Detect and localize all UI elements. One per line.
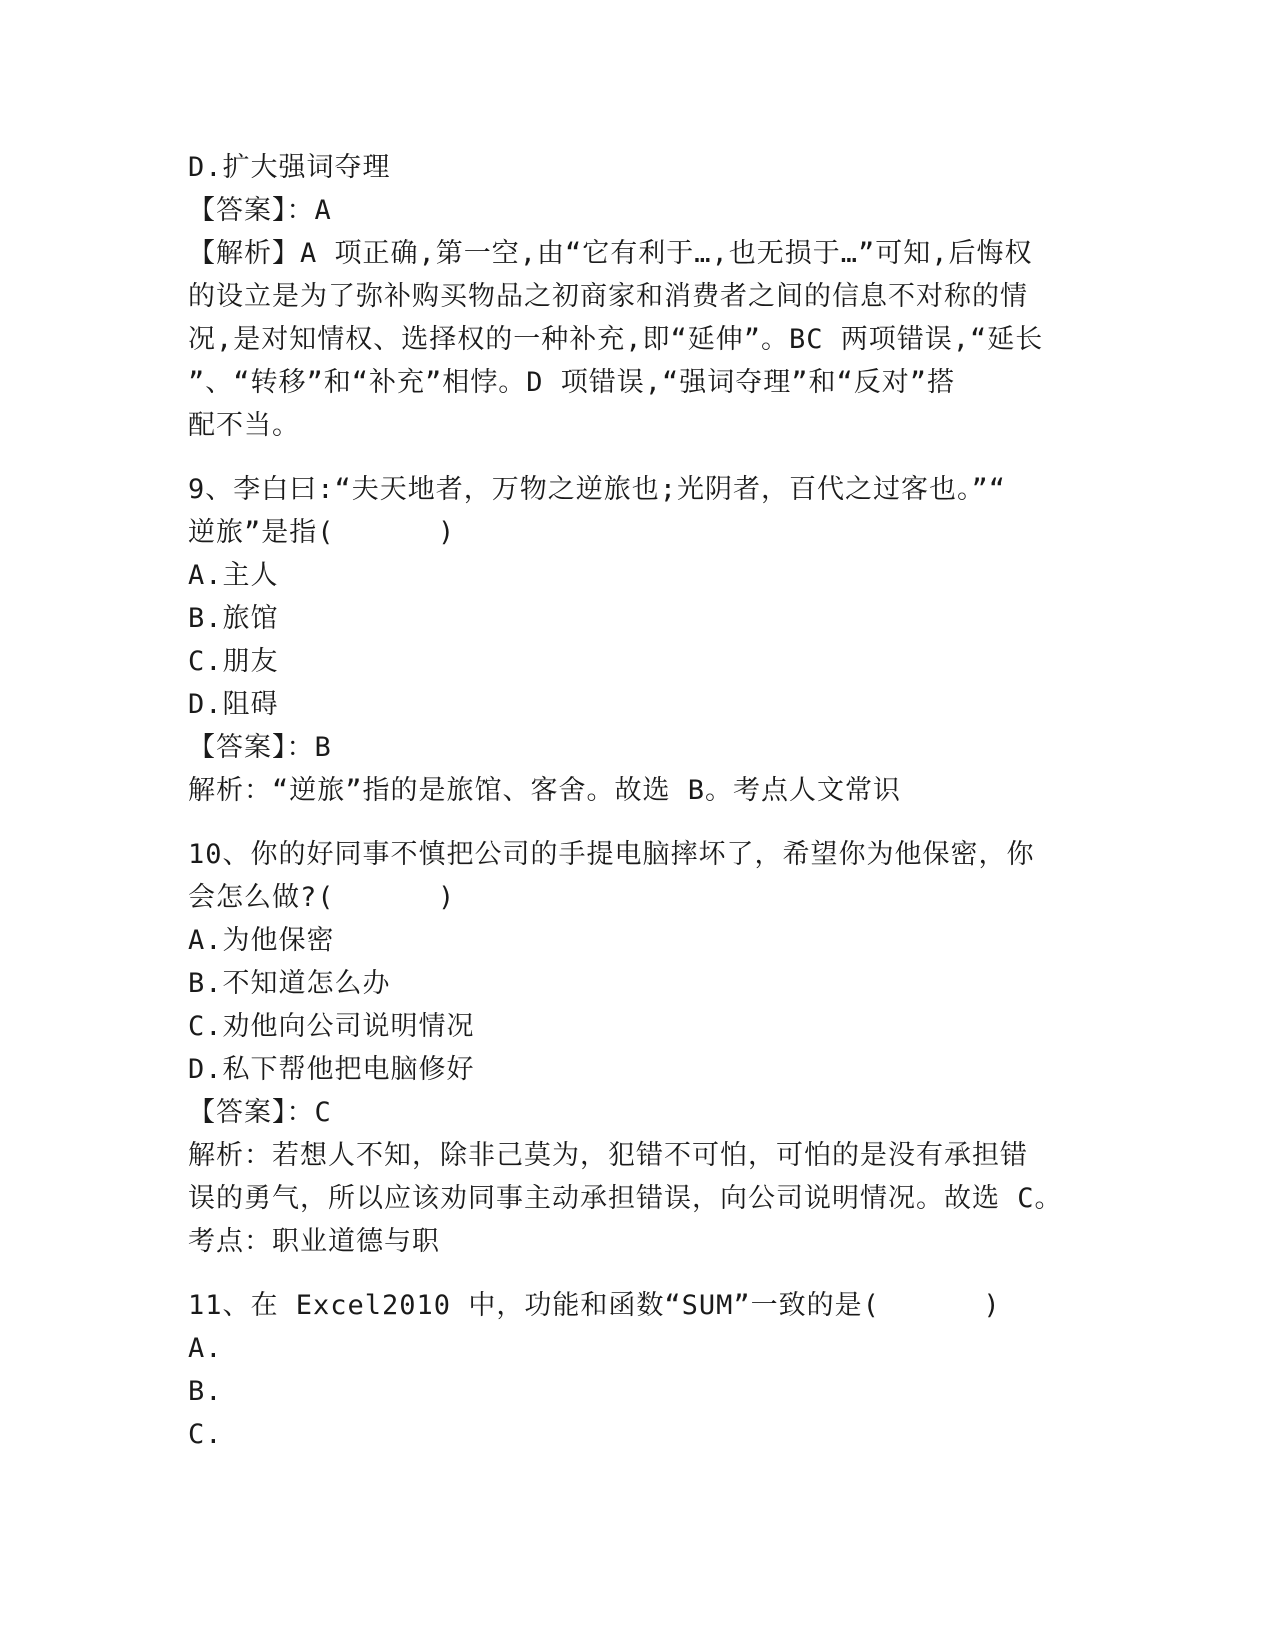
q10-analysis-line: 考点：职业道德与职 — [188, 1226, 440, 1257]
q8-analysis-line: 况,是对知情权、选择权的一种补充,即“延伸”。BC 两项错误,“延长 — [188, 324, 1044, 355]
question-gap — [188, 1263, 1088, 1284]
q11-option-c: C. — [188, 1419, 223, 1450]
question-gap — [188, 447, 1088, 468]
q8-answer: 【答案】：A — [188, 195, 332, 226]
q9-answer: 【答案】：B — [188, 732, 332, 763]
q9-stem-line: 9、李白曰:“夫天地者，万物之逆旅也;光阴者，百代之过客也。”“ — [188, 474, 1007, 505]
q10-option-c: C.劝他向公司说明情况 — [188, 1011, 475, 1042]
q10-analysis-line: 误的勇气，所以应该劝同事主动承担错误，向公司说明情况。故选 C。 — [188, 1183, 1063, 1214]
q10-answer: 【答案】：C — [188, 1097, 332, 1128]
q10-option-a: A.为他保密 — [188, 925, 335, 956]
q10-stem-line: 会怎么做?( ) — [188, 882, 456, 913]
q10-analysis-line: 解析：若想人不知，除非己莫为，犯错不可怕，可怕的是没有承担错 — [188, 1140, 1028, 1171]
q8-analysis-line: 【解析】A 项正确,第一空,由“它有利于…,也无损于…”可知,后悔权 — [188, 238, 1033, 269]
q8-analysis-line: 配不当。 — [188, 410, 300, 441]
question-gap — [188, 812, 1088, 833]
q8-analysis-line: 的设立是为了弥补购买物品之初商家和消费者之间的信息不对称的情 — [188, 281, 1028, 312]
q9-stem-line: 逆旅”是指( ) — [188, 517, 456, 548]
q11-stem: 11、在 Excel2010 中，功能和函数“SUM”一致的是( ) — [188, 1290, 1001, 1321]
q9-option-d: D.阻碍 — [188, 689, 279, 720]
q9-option-a: A.主人 — [188, 560, 279, 591]
q9-analysis: 解析：“逆旅”指的是旅馆、客舍。故选 B。考点人文常识 — [188, 775, 902, 806]
q9-option-b: B.旅馆 — [188, 603, 279, 634]
q9-option-c: C.朋友 — [188, 646, 279, 677]
q10-option-d: D.私下帮他把电脑修好 — [188, 1054, 475, 1085]
q10-stem-line: 10、你的好同事不慎把公司的手提电脑摔坏了，希望你为他保密，你 — [188, 839, 1035, 870]
q8-analysis-line: ”、“转移”和“补充”相悖。D 项错误,“强词夺理”和“反对”搭 — [188, 367, 956, 398]
q11-option-b: B. — [188, 1376, 223, 1407]
document-page — [188, 146, 1088, 1456]
q8-option-d: D.扩大强词夺理 — [188, 152, 391, 183]
q10-option-b: B.不知道怎么办 — [188, 968, 391, 999]
q11-option-a: A. — [188, 1333, 223, 1364]
